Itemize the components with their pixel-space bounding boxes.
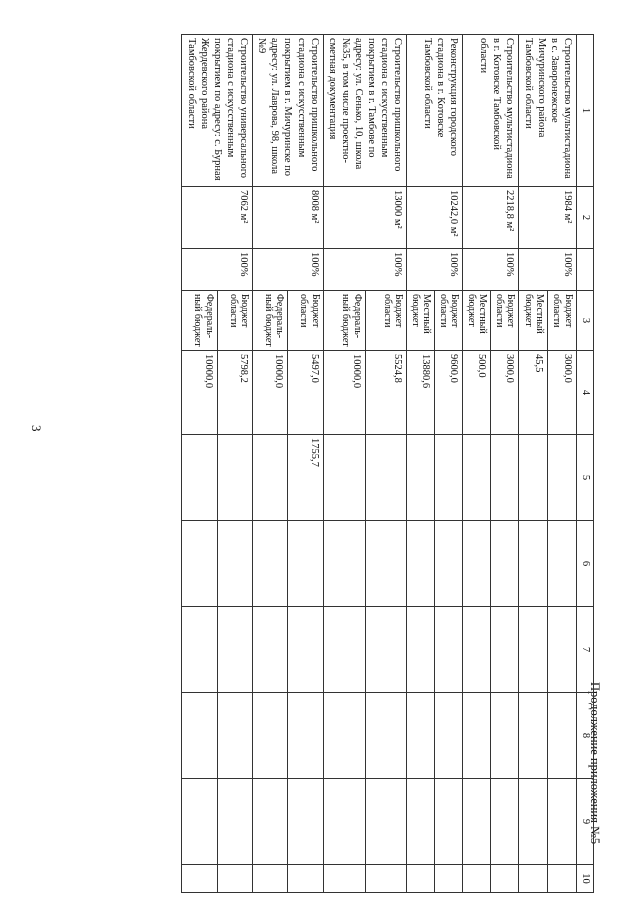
empty-cell-8 [435,693,463,779]
col-header-4: 4 [577,351,594,435]
empty-cell-6 [407,521,435,607]
empty-cell-6 [323,521,365,607]
col5-value [407,435,435,521]
empty-cell-8 [463,693,491,779]
funding-amount: 3000,0 [491,351,519,435]
empty-cell-9 [548,779,577,865]
completion-percent: 100% [519,249,577,291]
funding-source: Бюджет области [217,291,252,351]
table-row [288,35,323,893]
empty-cell-8 [365,693,407,779]
empty-cell-7 [253,607,288,693]
empty-cell-9 [217,779,252,865]
table-row [491,35,519,893]
empty-cell-9 [323,779,365,865]
project-name: Строительство пришкольного стадиона с искусственным покрытием в г. Тамбове по адресу: ул. Сенько, 10, школа №35, в том числе проектно-сметная документация [323,35,407,187]
empty-cell-9 [365,779,407,865]
funding-amount: 45,5 [519,351,548,435]
project-name: Строительство пришкольного стадиона с искусственным покрытием в г. Мичуринске по адресу: ул. Лаврова, 98, школа №9 [253,35,324,187]
col5-value [435,435,463,521]
funding-source: Бюджет области [548,291,577,351]
empty-cell-10 [548,865,577,893]
page-number: 3 [29,425,44,432]
empty-cell-10 [217,865,252,893]
project-name: Реконструкция городского стадиона в г. Котовске Тамбовской области [407,35,463,187]
empty-cell-10 [407,865,435,893]
funding-source: Местный бюджет [519,291,548,351]
empty-cell-8 [548,693,577,779]
col-header-blank [577,249,594,291]
empty-cell-6 [365,521,407,607]
empty-cell-9 [463,779,491,865]
empty-cell-10 [491,865,519,893]
empty-cell-7 [491,607,519,693]
project-area: 1984 м² [519,187,577,249]
col5-value: 1755,7 [288,435,323,521]
empty-cell-7 [288,607,323,693]
empty-cell-10 [253,865,288,893]
col-header-3: 3 [577,291,594,351]
empty-cell-6 [182,521,217,607]
funding-source: Местный бюджет [407,291,435,351]
empty-cell-7 [365,607,407,693]
funding-source: Местный бюджет [463,291,491,351]
table-row [217,35,252,893]
funding-amount: 10000,0 [253,351,288,435]
table-row [435,35,463,893]
completion-percent: 100% [253,249,324,291]
empty-cell-9 [288,779,323,865]
table-row [548,35,577,893]
col5-value [463,435,491,521]
empty-cell-10 [323,865,365,893]
appendix-continuation-note: Продолжение приложения №5 [588,682,602,845]
empty-cell-9 [253,779,288,865]
col-header-6: 6 [577,521,594,607]
completion-percent: 100% [182,249,253,291]
empty-cell-6 [463,521,491,607]
col-header-5: 5 [577,435,594,521]
empty-cell-7 [548,607,577,693]
empty-cell-10 [182,865,217,893]
project-area: 2218,8 м² [463,187,519,249]
empty-cell-10 [435,865,463,893]
funding-source: Бюджет области [435,291,463,351]
project-name: Строительство мультистадиона в г. Котовске Тамбовской области [463,35,519,187]
empty-cell-9 [491,779,519,865]
completion-percent: 100% [407,249,463,291]
col-header-10: 10 [577,865,594,893]
funding-source: Федераль-ный бюджет [182,291,217,351]
col5-value [519,435,548,521]
empty-cell-7 [217,607,252,693]
empty-cell-9 [435,779,463,865]
project-name: Строительство мультистадиона в с. Заворонежское Мичуринского района Тамбовской области [519,35,577,187]
funding-source: Бюджет области [288,291,323,351]
project-area: 8008 м² [253,187,324,249]
funding-source: Бюджет области [365,291,407,351]
col5-value [182,435,217,521]
empty-cell-10 [288,865,323,893]
empty-cell-7 [182,607,217,693]
empty-cell-8 [491,693,519,779]
empty-cell-6 [519,521,548,607]
funding-amount: 13880,6 [407,351,435,435]
empty-cell-7 [435,607,463,693]
empty-cell-10 [463,865,491,893]
col-header-2: 2 [577,187,594,249]
col5-value [323,435,365,521]
empty-cell-8 [407,693,435,779]
funding-amount: 5497,0 [288,351,323,435]
empty-cell-6 [435,521,463,607]
empty-cell-8 [323,693,365,779]
funding-amount: 10000,0 [323,351,365,435]
empty-cell-9 [182,779,217,865]
funding-source: Бюджет области [491,291,519,351]
col5-value [217,435,252,521]
project-area: 10242,0 м² [407,187,463,249]
empty-cell-8 [182,693,217,779]
completion-percent: 100% [323,249,407,291]
funding-amount: 500,0 [463,351,491,435]
funding-amount: 5524,8 [365,351,407,435]
empty-cell-6 [217,521,252,607]
empty-cell-6 [548,521,577,607]
empty-cell-6 [288,521,323,607]
empty-cell-8 [288,693,323,779]
funding-amount: 3000,0 [548,351,577,435]
col5-value [365,435,407,521]
col5-value [253,435,288,521]
project-area: 13000 м² [323,187,407,249]
col-header-1: 1 [577,35,594,187]
empty-cell-7 [407,607,435,693]
empty-cell-7 [463,607,491,693]
empty-cell-8 [253,693,288,779]
col5-value [491,435,519,521]
column-numbers-row [577,35,594,893]
col-header-9: 9 [577,779,594,865]
funding-amount: 5798,2 [217,351,252,435]
empty-cell-9 [407,779,435,865]
funding-source: Федераль-ный бюджет [253,291,288,351]
empty-cell-10 [519,865,548,893]
project-name: Строительство универсального стадиона с искусственным покрытием по адресу: с. Бурная Жердевского района Тамбовской области [182,35,253,187]
empty-cell-8 [217,693,252,779]
empty-cell-7 [323,607,365,693]
empty-cell-8 [519,693,548,779]
empty-cell-10 [365,865,407,893]
project-area: 7062 м² [182,187,253,249]
projects-table [182,34,595,893]
col-header-8: 8 [577,693,594,779]
funding-amount: 9600,0 [435,351,463,435]
empty-cell-9 [519,779,548,865]
col-header-7: 7 [577,607,594,693]
completion-percent: 100% [463,249,519,291]
empty-cell-6 [253,521,288,607]
empty-cell-7 [519,607,548,693]
funding-source: Федераль-ный бюджет [323,291,365,351]
col5-value [548,435,577,521]
table-row [365,35,407,893]
funding-amount: 10000,0 [182,351,217,435]
empty-cell-6 [491,521,519,607]
